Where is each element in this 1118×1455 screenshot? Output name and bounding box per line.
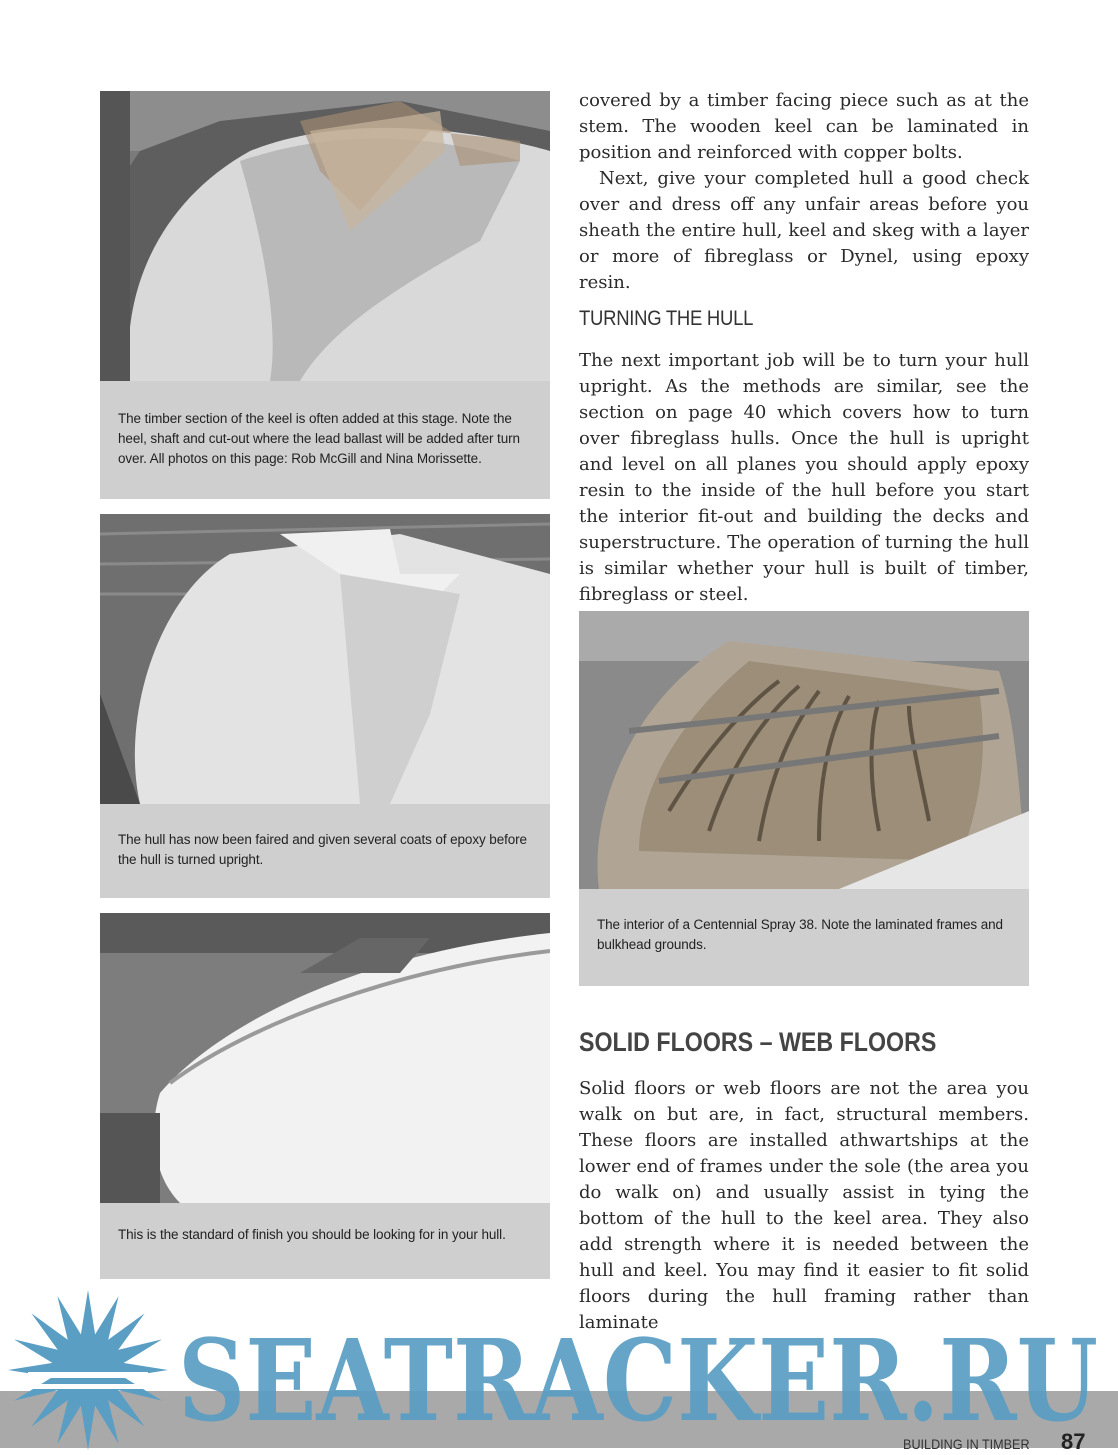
figure-keel-timber xyxy=(100,91,550,499)
heading-turning-hull: TURNING THE HULL xyxy=(579,307,754,330)
figure-interior-frames xyxy=(579,611,1029,986)
heading-solid-floors: SOLID FLOORS – WEB FLOORS xyxy=(579,1027,937,1057)
figure-faired-hull xyxy=(100,514,550,898)
figure-finished-hull xyxy=(100,913,550,1279)
photo-interior-frames xyxy=(579,611,1029,889)
photo-faired-hull xyxy=(100,514,550,804)
photo-finished-hull xyxy=(100,913,550,1203)
paragraph-turning-hull: The next important job will be to turn your hull upright. As the methods are similar, see the section on page 40 which covers how to turn over fibreglass hulls. Once the hull is upright and level on all planes you should apply epoxy resin to the inside of the hull before you start the interior fit-out and building the decks and superstructure. The operation of turning the hull is similar whether your hull is built of timber, fibreglass or steel. xyxy=(579,350,1029,605)
running-head: BUILDING IN TIMBER xyxy=(903,1436,1030,1452)
caption-finished-hull: This is the standard of finish you should be looking for in your hull. xyxy=(118,1227,506,1242)
paragraph-keel: covered by a timber facing piece such as at the stem. The wooden keel can be laminated in position and reinforced with copper bolts. xyxy=(579,90,1029,163)
caption-interior-frames: The interior of a Centennial Spray 38. Note the laminated frames and bulkhead grounds. xyxy=(597,917,1003,952)
paragraph-check-hull: Next, give your completed hull a good check over and dress off any unfair areas before you sheath the entire hull, keel and skeg with a layer or more of fibreglass or Dynel, using epoxy resin. xyxy=(579,168,1029,293)
sun-logo-icon xyxy=(8,1290,168,1450)
caption-keel-timber: The timber section of the keel is often added at this stage. Note the heel, shaft and cut-out where the lead ballast will be added after turn over. All photos on this page: Rob McGill and Nina Morissette. xyxy=(118,411,520,466)
watermark xyxy=(0,1290,1118,1455)
paragraph-solid-floors: Solid floors or web floors are not the area you walk on but are, in fact, structural members. These floors are installed athwartships at the lower end of frames under the sole (the area you do walk on) and usually assist in tying the bottom of the hull to the keel area. They also add strength where it is needed between the hull and keel. You may find it easier to fit solid floors during the hull framing rather than laminate xyxy=(579,1078,1029,1333)
caption-faired-hull: The hull has now been faired and given several coats of epoxy before the hull is turned upright. xyxy=(118,832,527,867)
body-text-turning xyxy=(579,348,1029,608)
photo-keel-timber xyxy=(100,91,550,381)
watermark-text: SEATRACKER.RU xyxy=(178,1316,1098,1447)
page-number: 87 xyxy=(1061,1429,1086,1454)
body-text-top xyxy=(579,88,1029,296)
